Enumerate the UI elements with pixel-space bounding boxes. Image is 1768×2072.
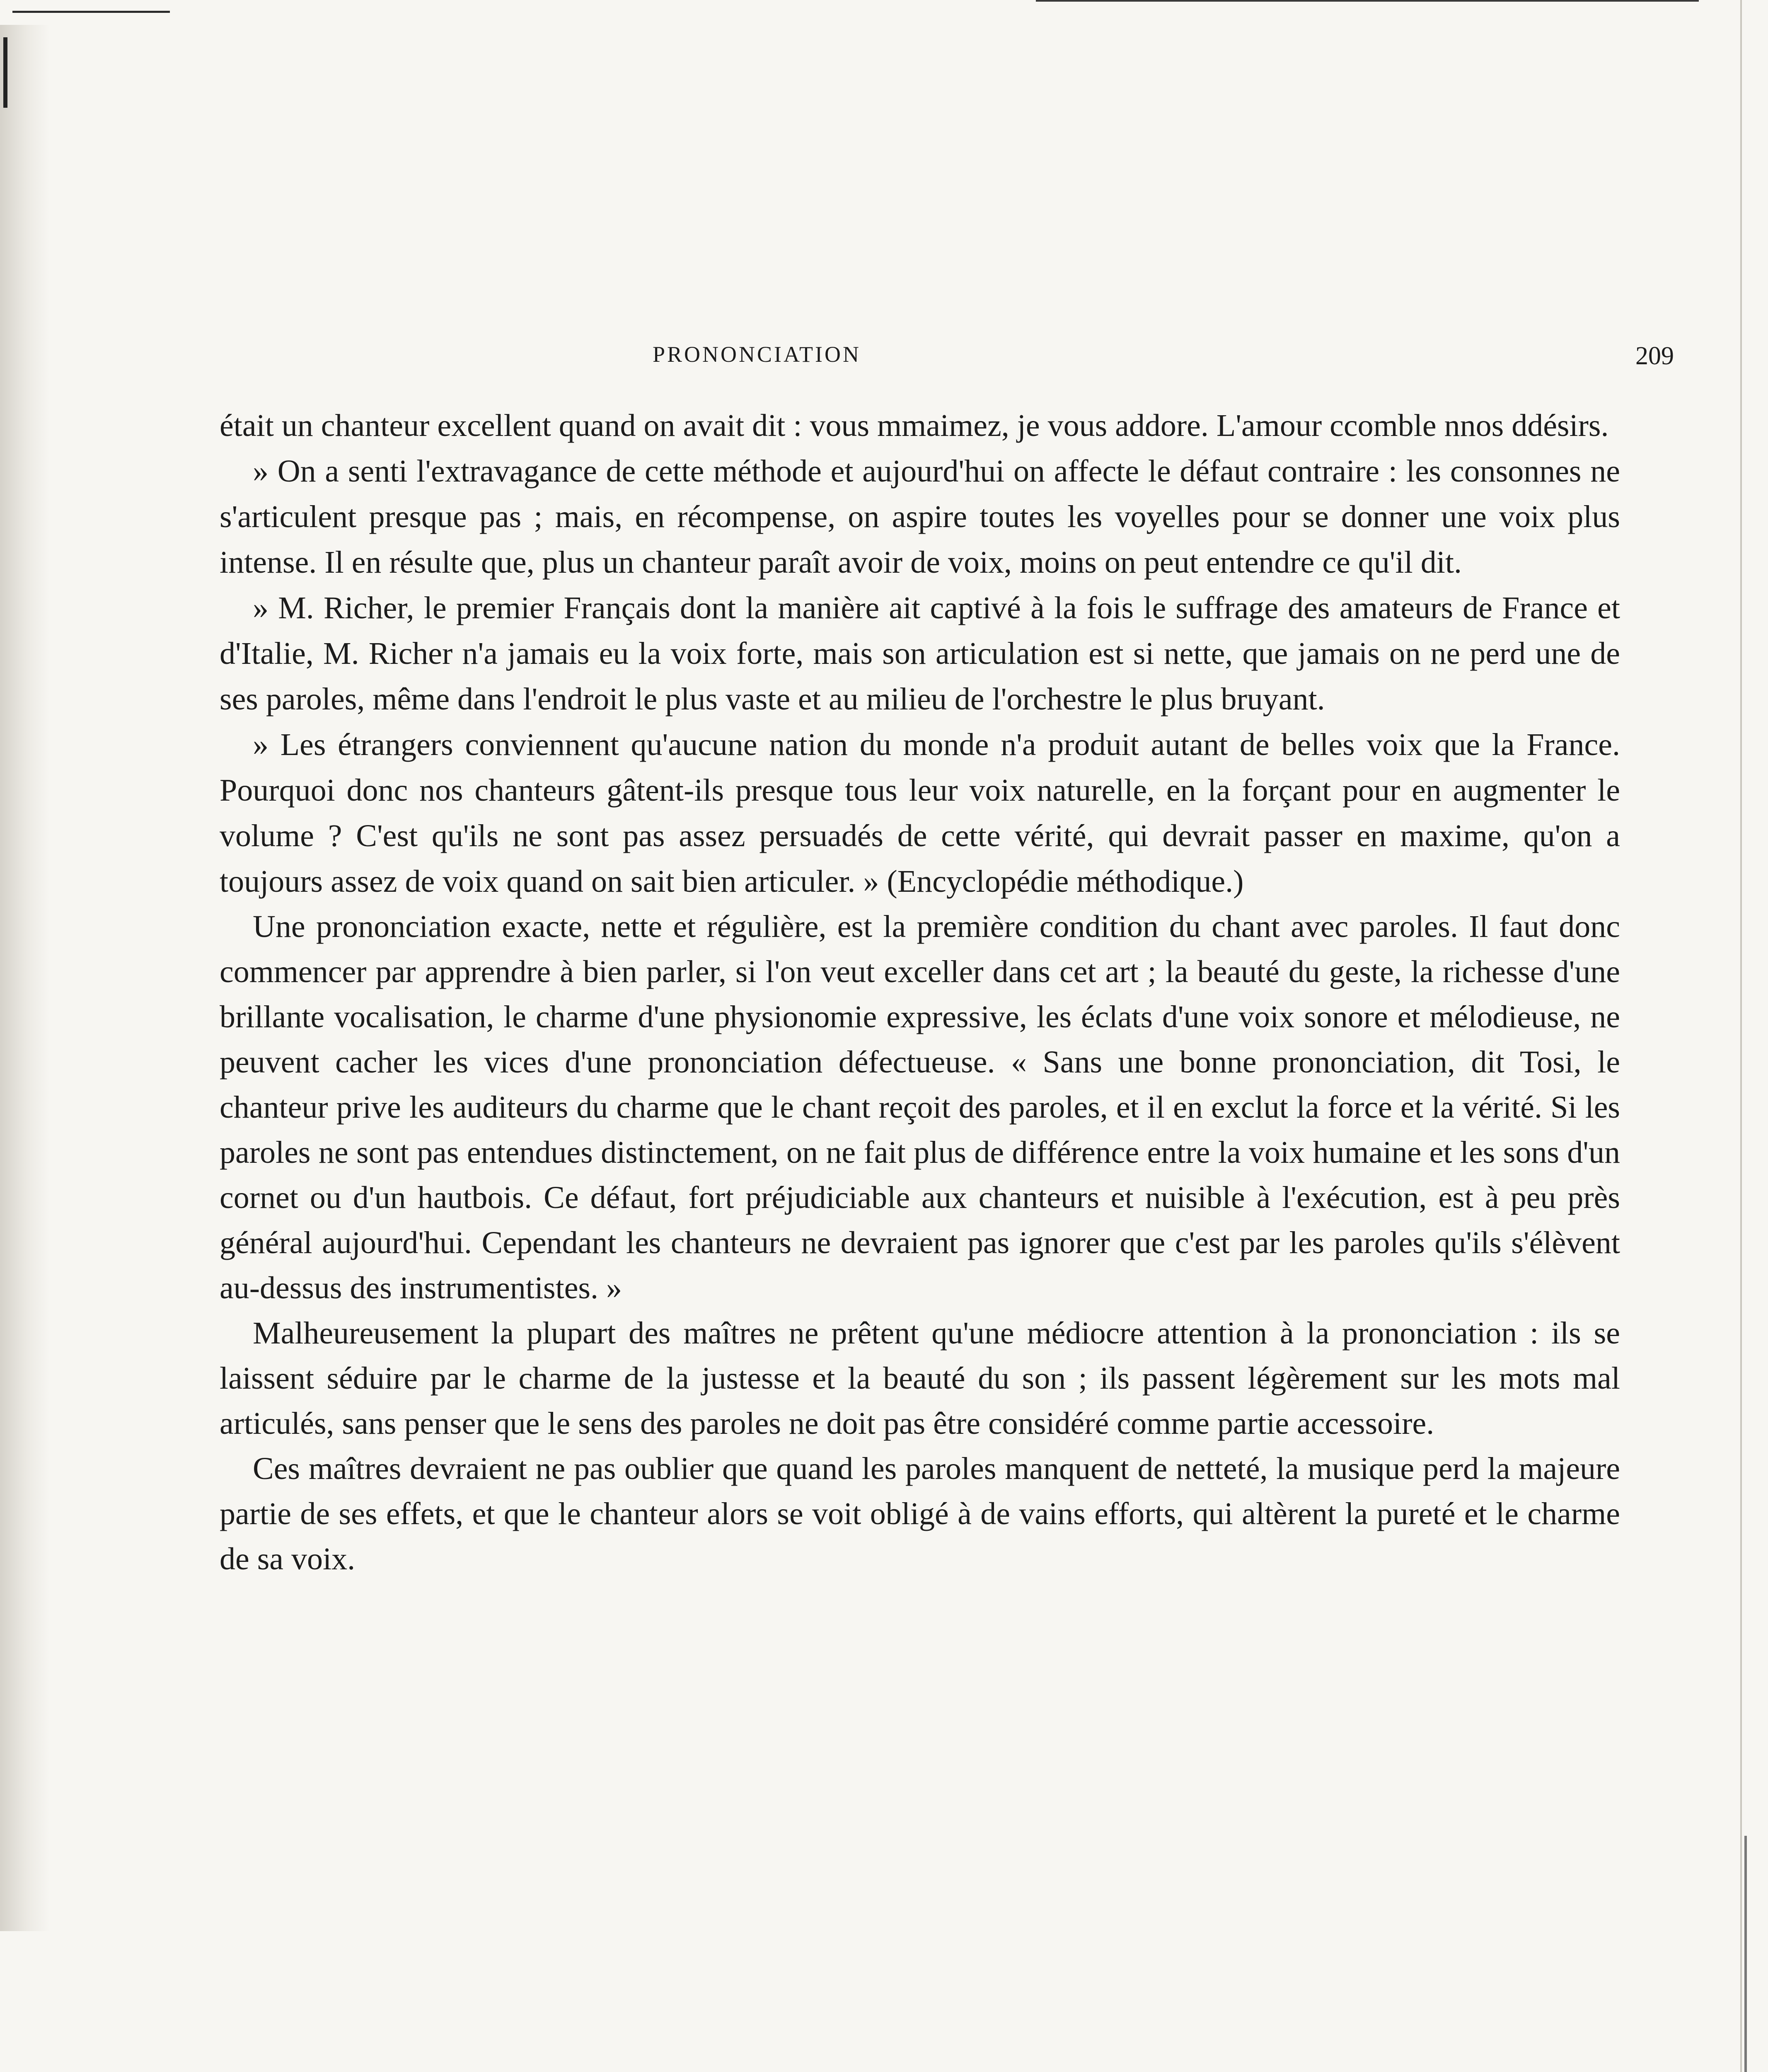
page-body <box>220 403 1620 1582</box>
spine-binding-mark <box>3 37 7 108</box>
right-page-edge <box>1740 0 1742 2072</box>
top-rule-left <box>12 11 170 13</box>
paragraph-3: » M. Richer, le premier Français dont la manière ait captivé à la fois le suffrage des amateurs de France et d'Italie, M. Richer n'a jamais eu la voix forte, mais son articulation est si nette, que jamais on ne perd une de ses paroles, même dans l'endroit le plus vaste et au milieu de l'orchestre le plus bruyant. <box>220 591 1620 716</box>
paragraph-1: était un chanteur excellent quand on avait dit : vous mmaimez, je vous addore. L'amour ccomble nnos ddésirs. <box>220 408 1609 443</box>
paragraph-7: Ces maîtres devraient ne pas oublier que quand les paroles manquent de netteté, la musique perd la majeure partie de ses effets, et que le chanteur alors se voit obligé à de vains efforts, qui altèrent la pureté et le charme de sa voix. <box>220 1451 1620 1576</box>
running-title: PRONONCIATION <box>653 342 861 367</box>
paragraph-5: Une prononciation exacte, nette et régulière, est la première condition du chant avec paroles. Il faut donc commencer par apprendre à bien parler, si l'on veut exceller dans cet art ; la beauté du geste, la richesse d'une brillante vocalisation, le charme d'une physionomie expressive, les éclats d'une voix sonore et mélodieuse, ne peuvent cacher les vices d'une prononciation défectueuse. « Sans une bonne prononciation, dit Tosi, le chanteur prive les auditeurs du charme que le chant reçoit des paroles, et il en exclut la force et la vérité. Si les paroles ne sont pas entendues distinctement, on ne fait plus de différence entre la voix humaine et les sons d'un cornet ou d'un hautbois. Ce défaut, fort préjudiciable aux chanteurs et nuisible à l'exécution, est à peu près général aujourd'hui. Cependant les chanteurs ne devraient pas ignorer que c'est par les paroles qu'ils s'élèvent au-dessus des instrumentistes. » <box>220 909 1620 1305</box>
paragraph-2: » On a senti l'extravagance de cette méthode et aujourd'hui on affecte le défaut contraire : les consonnes ne s'articulent presque pas ; mais, en récompense, on aspire toutes les voyelles pour se donner une voix plus intense. Il en résulte que, plus un chanteur paraît avoir de voix, moins on peut entendre ce qu'il dit. <box>220 454 1620 580</box>
right-margin-mark <box>1744 1836 1747 2072</box>
page-header <box>220 341 1674 375</box>
page-spine-edge <box>0 25 50 1931</box>
paragraph-4: » Les étrangers conviennent qu'aucune nation du monde n'a produit autant de belles voix que la France. Pourquoi donc nos chanteurs gâtent-ils presque tous leur voix naturelle, en la forçant pour en augmenter le volume ? C'est qu'ils ne sont pas assez persuadés de cette vérité, qui devrait passer en maxime, qu'on a toujours assez de voix quand on sait bien articuler. » (Encyclopédie méthodique.) <box>220 727 1620 899</box>
paragraph-6: Malheureusement la plupart des maîtres ne prêtent qu'une médiocre attention à la prononciation : ils se laissent séduire par le charme de la justesse et la beauté du son ; ils passent légèrement sur les mots mal articulés, sans penser que le sens des paroles ne doit pas être considéré comme partie accessoire. <box>220 1316 1620 1441</box>
page-number: 209 <box>1635 342 1674 370</box>
top-rule-right <box>1036 0 1699 2</box>
